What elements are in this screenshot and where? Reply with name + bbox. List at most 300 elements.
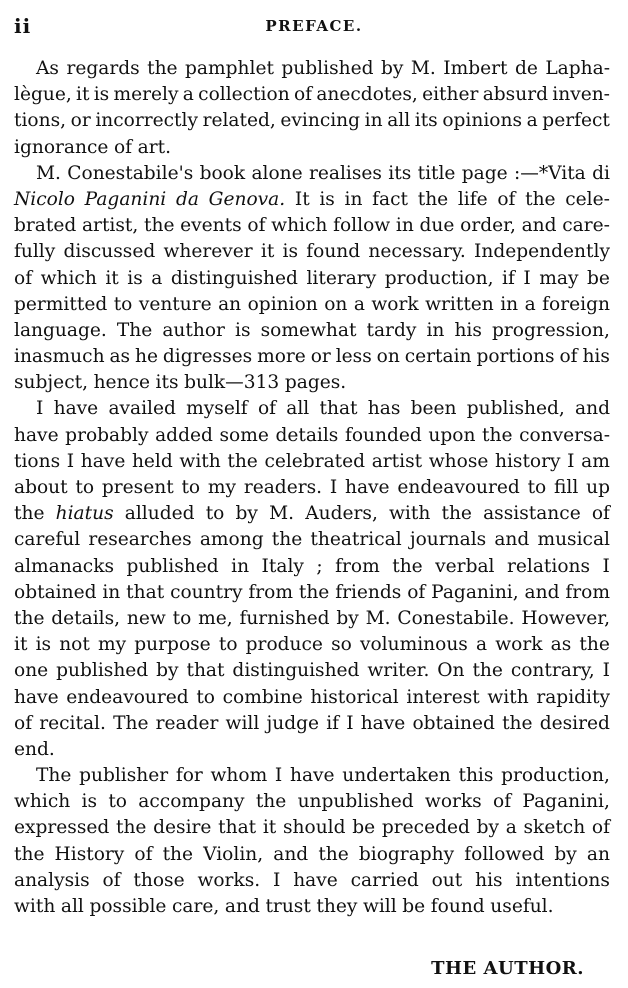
word: will <box>362 896 397 917</box>
word: to <box>75 477 95 498</box>
word: realises <box>309 162 382 184</box>
word: the <box>525 188 556 210</box>
word: that <box>186 660 225 682</box>
word: to <box>196 686 215 708</box>
word: of <box>591 503 610 525</box>
word: I <box>273 869 281 891</box>
text-line <box>14 56 610 82</box>
word: The <box>36 765 72 787</box>
word: the <box>14 503 45 525</box>
word: if <box>326 712 340 734</box>
word: de <box>514 58 538 79</box>
word: fact <box>372 188 409 210</box>
word: he <box>135 346 158 368</box>
word: production, <box>501 765 610 787</box>
word: or <box>70 110 91 132</box>
text-line <box>14 475 610 501</box>
word: to <box>205 503 225 525</box>
word: published <box>281 58 374 79</box>
word: a <box>526 110 538 132</box>
word: with <box>179 450 221 472</box>
word: the <box>147 58 178 79</box>
word: an <box>586 843 610 865</box>
body-text <box>14 56 610 920</box>
word: certain <box>404 346 472 368</box>
word: which <box>40 267 97 289</box>
word: care- <box>562 215 610 237</box>
word: discussed <box>63 241 156 263</box>
word: unpublished <box>297 791 414 813</box>
word: opinion <box>247 293 318 315</box>
text-line <box>14 868 610 894</box>
word: works. <box>197 869 261 891</box>
word: to <box>181 477 201 498</box>
word: or <box>310 346 331 368</box>
word: Italy <box>261 555 304 577</box>
text-line <box>14 82 610 108</box>
word: is <box>93 84 110 106</box>
word: endeavoured <box>66 686 189 708</box>
italic-word: Paganini <box>84 188 167 210</box>
word: its <box>414 110 438 132</box>
word: theatrical <box>310 529 402 551</box>
word: the <box>482 424 513 446</box>
word: I <box>274 765 283 787</box>
word: the <box>162 843 194 865</box>
word: sketch <box>523 817 586 839</box>
word: his <box>582 346 610 368</box>
word: journals <box>409 529 487 551</box>
text-line <box>14 266 610 292</box>
word: the <box>441 503 472 525</box>
word: details <box>275 424 339 446</box>
word: and <box>524 581 560 603</box>
word: digresses <box>162 346 253 368</box>
word: I <box>567 450 575 472</box>
word: subject, <box>14 372 88 394</box>
word: life <box>457 188 488 210</box>
word: title <box>417 162 456 184</box>
word: new <box>126 607 166 629</box>
word: distinguished <box>232 660 360 682</box>
word: researches <box>88 529 192 551</box>
word: those <box>133 869 185 891</box>
word: follow <box>333 215 391 237</box>
word: Auders, <box>305 503 378 525</box>
word: hence <box>93 372 150 394</box>
word: that <box>319 398 358 420</box>
word: published <box>126 555 219 577</box>
text-line <box>14 292 610 318</box>
text-line <box>14 894 610 920</box>
word: due <box>419 215 455 237</box>
text-line <box>14 763 610 789</box>
word: the <box>144 215 175 237</box>
word: with <box>14 896 56 917</box>
word: biography <box>358 843 455 865</box>
word: Paganini, <box>431 581 519 603</box>
word: reader <box>155 712 219 734</box>
word: a <box>182 84 194 106</box>
word: will <box>225 712 260 734</box>
word: the <box>417 188 449 210</box>
word: conversa- <box>519 424 610 446</box>
word: bulk—313 <box>184 372 280 394</box>
word: musical <box>537 529 610 551</box>
text-line <box>14 606 610 632</box>
word: and <box>575 398 610 420</box>
word: a <box>151 267 163 289</box>
text-line <box>14 789 610 815</box>
word: I <box>346 712 354 734</box>
word: undertaken <box>342 765 451 787</box>
word: it <box>14 634 28 656</box>
word: have <box>289 765 335 787</box>
word: with <box>487 686 529 708</box>
word: either <box>422 84 479 106</box>
word: am <box>581 450 610 472</box>
word: tions, <box>14 110 67 132</box>
word: myself <box>186 398 248 420</box>
word: permitted <box>14 293 108 315</box>
word: History <box>54 843 125 865</box>
text-line <box>14 449 610 475</box>
word: of <box>14 267 33 289</box>
word: of <box>14 712 33 734</box>
word: is <box>81 791 98 813</box>
word: endeavoured <box>397 477 520 498</box>
word: a <box>505 817 517 839</box>
word: artist, <box>81 215 139 237</box>
word: followed <box>464 843 545 865</box>
text-line <box>14 685 610 711</box>
word: accompany <box>138 791 245 813</box>
word: M. <box>365 607 391 629</box>
word: as <box>550 634 572 656</box>
text-line <box>14 842 610 868</box>
word: judge <box>266 712 320 734</box>
word: order, <box>460 215 516 237</box>
text-line <box>14 318 610 344</box>
word: of <box>247 215 266 237</box>
word: end. <box>14 738 55 760</box>
page-header <box>14 14 614 38</box>
word: the <box>115 817 147 839</box>
word: which <box>14 791 71 813</box>
word: have <box>53 398 99 420</box>
word: desire <box>153 817 212 839</box>
text-line <box>14 815 610 841</box>
word: have <box>293 869 338 891</box>
word: from <box>335 555 380 577</box>
word: the <box>271 529 303 551</box>
word: it <box>105 267 119 289</box>
word: all <box>286 398 310 420</box>
word: held <box>131 450 173 472</box>
word: celebrated <box>264 450 366 472</box>
word: of <box>591 817 610 839</box>
word: On <box>437 660 465 682</box>
word: events <box>180 215 242 237</box>
word: care, <box>172 896 220 917</box>
text-line <box>14 108 610 134</box>
word: present <box>101 477 174 498</box>
word: from <box>565 581 610 603</box>
word: the <box>227 450 258 472</box>
word: availed <box>108 398 176 420</box>
word: inasmuch <box>14 346 105 368</box>
word: di <box>592 162 610 184</box>
word: useful. <box>490 896 554 917</box>
word: if <box>502 267 515 289</box>
word: and <box>224 896 260 917</box>
word: pages. <box>284 372 347 394</box>
word: obtained <box>412 712 495 734</box>
word: have <box>344 477 390 498</box>
word: distinguished <box>170 267 298 289</box>
word: rapidity <box>536 686 610 708</box>
word: trust <box>265 896 311 917</box>
word: As <box>36 58 59 79</box>
word: added <box>155 424 213 446</box>
word: by <box>235 503 258 525</box>
word: opinions <box>442 110 523 132</box>
word: recital. <box>39 712 106 734</box>
word: in <box>364 110 383 132</box>
word: in <box>395 215 414 237</box>
author-signature: THE AUTHOR. <box>431 958 584 979</box>
paragraph <box>14 396 610 763</box>
word: a <box>524 293 536 315</box>
paragraph <box>14 763 610 920</box>
text-line <box>14 423 610 449</box>
word: fill <box>554 477 579 498</box>
word: his <box>475 869 503 891</box>
word: and <box>273 843 309 865</box>
word: my <box>98 634 127 656</box>
word: in <box>231 555 250 577</box>
word: evincing <box>280 110 361 132</box>
word: of <box>113 136 133 158</box>
page-number: ii <box>14 14 32 38</box>
word: I <box>66 450 75 472</box>
word: a <box>353 293 365 315</box>
word: However, <box>521 607 610 629</box>
word: :—*Vita <box>514 162 586 184</box>
word: literary <box>306 267 377 289</box>
word: it <box>76 84 90 106</box>
word: assistance <box>483 503 581 525</box>
word: found <box>306 241 361 263</box>
word: history <box>495 450 561 472</box>
word: my <box>207 477 237 498</box>
word: have <box>14 424 59 446</box>
word: Paganini, <box>522 791 610 813</box>
word: to <box>113 293 133 315</box>
word: language. <box>14 319 107 341</box>
word: foreign <box>542 293 610 315</box>
word: so <box>331 634 352 656</box>
word: be <box>587 267 610 289</box>
paragraph <box>14 56 610 161</box>
word: by <box>476 817 500 839</box>
word: this <box>458 765 494 787</box>
word: inven- <box>552 84 610 106</box>
text-line <box>14 396 610 422</box>
word: alone <box>251 162 303 184</box>
word: on <box>324 293 348 315</box>
word: the <box>255 791 287 813</box>
word: its <box>388 162 412 184</box>
word: related, <box>202 110 276 132</box>
word: and <box>494 529 530 551</box>
word: has <box>367 398 401 420</box>
word: carried <box>350 869 419 891</box>
word: progression, <box>492 319 610 341</box>
word: may <box>539 267 579 289</box>
word: it <box>262 817 277 839</box>
word: the <box>14 843 45 865</box>
word: I <box>36 398 44 420</box>
word: careful <box>14 529 81 551</box>
word: regards <box>66 58 140 79</box>
word: found <box>430 896 485 917</box>
word: ignorance <box>14 136 109 158</box>
word: been <box>410 398 457 420</box>
text-line <box>14 711 610 737</box>
word: to <box>172 607 192 629</box>
word: wherever <box>163 241 253 263</box>
word: the <box>502 712 533 734</box>
word: tardy <box>366 319 417 341</box>
word: published, <box>466 398 565 420</box>
word: works <box>424 791 482 813</box>
word: of <box>134 843 153 865</box>
word: to <box>218 634 238 656</box>
word: less <box>335 346 372 368</box>
word: of <box>497 188 516 210</box>
word: of <box>493 791 512 813</box>
word: up <box>586 477 610 498</box>
word: of <box>293 84 313 106</box>
word: founded <box>344 424 422 446</box>
word: work <box>371 293 419 315</box>
word: from <box>248 581 293 603</box>
word: analysis <box>14 869 90 891</box>
word: interest <box>406 686 480 708</box>
word: furnished <box>239 607 330 629</box>
word: which <box>271 215 328 237</box>
word: book <box>199 162 246 184</box>
word: artist <box>371 450 423 472</box>
word: the <box>298 581 330 603</box>
word: page <box>461 162 508 184</box>
word: writer. <box>367 660 430 682</box>
word: I <box>523 267 531 289</box>
word: all <box>60 896 84 917</box>
word: the <box>14 607 45 629</box>
word: venture <box>138 293 212 315</box>
running-head: PREFACE. <box>265 17 363 35</box>
word: alluded <box>124 503 195 525</box>
word: in <box>344 188 363 210</box>
word: of <box>407 581 426 603</box>
italic-word: hiatus <box>55 503 114 525</box>
word: contrary, <box>510 660 595 682</box>
word: M. <box>269 503 295 525</box>
word: have <box>14 686 59 708</box>
word: I <box>329 477 338 498</box>
word: the <box>579 634 610 656</box>
word: I <box>602 555 610 577</box>
word: M. <box>410 58 436 79</box>
italic-word: da <box>175 188 199 210</box>
word: Independently <box>474 241 610 263</box>
word: by <box>554 843 577 865</box>
word: is <box>35 634 52 656</box>
text-line <box>14 135 610 161</box>
word: is <box>127 267 143 289</box>
word: whose <box>428 450 489 472</box>
word: that <box>126 581 165 603</box>
word: production, <box>384 267 494 289</box>
word: portions <box>476 346 555 368</box>
word: country <box>170 581 243 603</box>
word: Conestabile. <box>397 607 515 629</box>
word: his <box>454 319 482 341</box>
word: desired <box>539 712 610 734</box>
text-line <box>14 370 610 396</box>
word: anecdotes, <box>316 84 418 106</box>
word: out <box>431 869 463 891</box>
word: Violin, <box>203 843 264 865</box>
italic-word: Nicolo <box>14 188 75 210</box>
word: is <box>282 241 299 263</box>
word: some <box>219 424 269 446</box>
word: It <box>294 188 310 210</box>
word: in <box>102 581 121 603</box>
word: friends <box>335 581 402 603</box>
word: possible <box>89 896 167 917</box>
text-line <box>14 737 610 763</box>
word: be <box>352 817 376 839</box>
word: me, <box>198 607 233 629</box>
word: combine <box>222 686 303 708</box>
text-line <box>14 658 610 684</box>
word: have <box>360 712 406 734</box>
word: Conestabile's <box>67 162 194 184</box>
text-line <box>14 554 610 580</box>
word: its <box>155 372 179 394</box>
word: one <box>14 660 49 682</box>
word: of <box>257 398 277 420</box>
word: by <box>156 660 179 682</box>
word: as <box>109 346 131 368</box>
word: author <box>162 319 225 341</box>
word: lègue, <box>14 84 72 106</box>
word: merely <box>113 84 179 106</box>
word: brated <box>14 215 77 237</box>
word: in <box>500 293 519 315</box>
word: perfect <box>542 110 610 132</box>
word: that <box>218 817 257 839</box>
word: fully <box>14 241 56 263</box>
text-line <box>14 213 610 239</box>
word: ; <box>316 555 323 577</box>
text-line <box>14 527 610 553</box>
word: it <box>260 241 275 263</box>
text-line <box>14 161 610 187</box>
